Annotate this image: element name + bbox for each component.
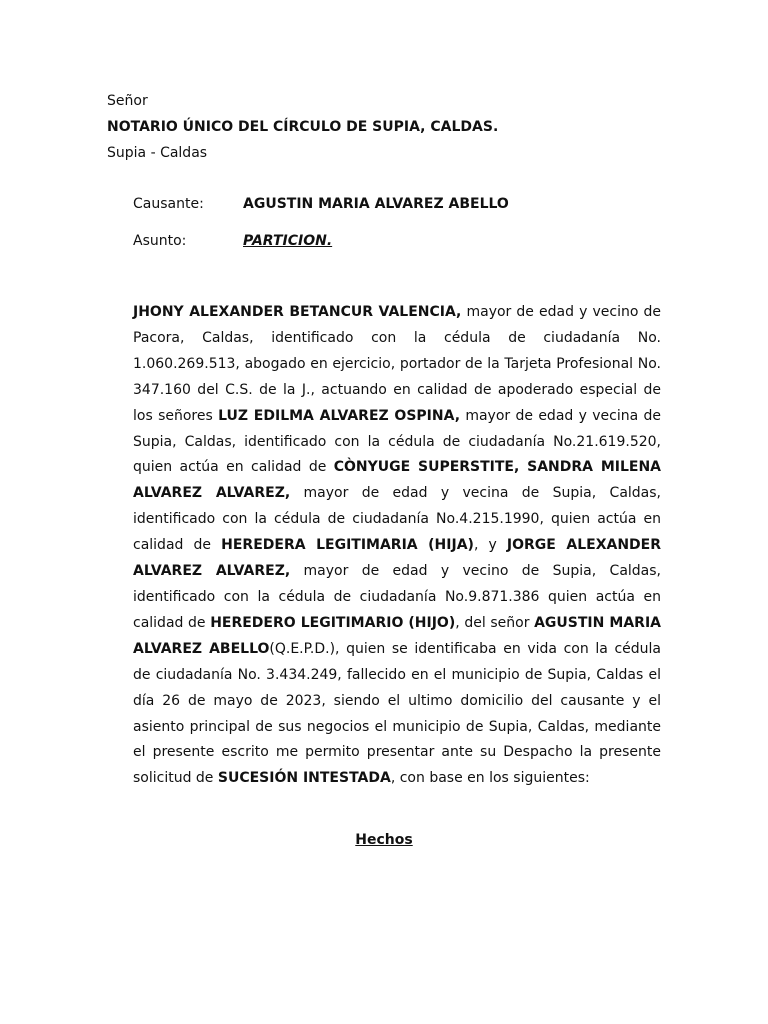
conyuge-name: LUZ EDILMA ALVAREZ OSPINA, — [218, 407, 461, 424]
body-text-6: , del señor — [455, 614, 535, 631]
heredero-role: HEREDERO LEGITIMARIO (HIJO) — [210, 614, 456, 631]
heredera-role: HEREDERA LEGITIMARIA (HIJA) — [221, 537, 474, 554]
causante-label: Causante: — [133, 196, 204, 212]
body-text-7: (Q.E.P.D.), quien se identificaba en vida con la cédula de ciudadanía No. 3.434.249, fallecido en el municipio de Supia, Caldas el día 26 de mayo de 2023, siendo el ultimo domicilio del causante y el asiento principal de sus negocios el municipio de Supia, Caldas, mediante el presente escrito me permito presentar ante su Despacho la presente solicitud de — [133, 640, 661, 787]
body-paragraph — [133, 300, 661, 792]
heir-name: JORGE ALEXANDER ALVAREZ ALVAREZ, — [133, 537, 661, 580]
apoderado-name: JHONY ALEXANDER BETANCUR VALENCIA, — [133, 304, 462, 320]
conyuge-role-and-heir: CÒNYUGE SUPERSTITE, SANDRA MILENA ALVAREZ ALVAREZ, — [133, 459, 662, 502]
city-line: Supia - Caldas — [107, 145, 208, 161]
request-type: SUCESIÓN INTESTADA — [217, 770, 391, 787]
body-text-3: mayor de edad y vecina de Supia, Caldas, identificado con la cédula de ciudadanía No.4.215.1990, quien actúa en calidad de — [133, 485, 662, 554]
body-text-1: mayor de edad y vecino de Pacora, Caldas, identificado con la cédula de ciudadanía No. 1.060.269.513, abogado en ejercicio, portador de la Tarjeta Profesional No. 347.160 del C.S. de la J., actuando en calidad de apoderado especial de los señores — [133, 304, 661, 424]
causante-name: AGUSTIN MARIA ALVAREZ ABELLO — [133, 614, 661, 657]
body-text-8: , con base en los siguientes: — [390, 770, 590, 787]
salutation: Señor — [107, 93, 148, 109]
asunto-label: Asunto: — [133, 233, 187, 249]
notary-title: NOTARIO ÚNICO DEL CÍRCULO DE SUPIA, CALDAS. — [107, 119, 499, 135]
asunto-value: PARTICION. — [243, 233, 333, 249]
causante-value: AGUSTIN MARIA ALVAREZ ABELLO — [243, 196, 509, 212]
body-text-2: mayor de edad y vecina de Supia, Caldas, identificado con la cédula de ciudadanía No.21.619.520, quien actúa en calidad de — [133, 407, 661, 476]
section-title: Hechos — [355, 832, 413, 848]
body-text-5: mayor de edad y vecino de Supia, Caldas, identificado con la cédula de ciudadanía No.9.871.386 quien actúa en calidad de — [133, 563, 662, 631]
body-text-4: , y — [473, 537, 507, 554]
